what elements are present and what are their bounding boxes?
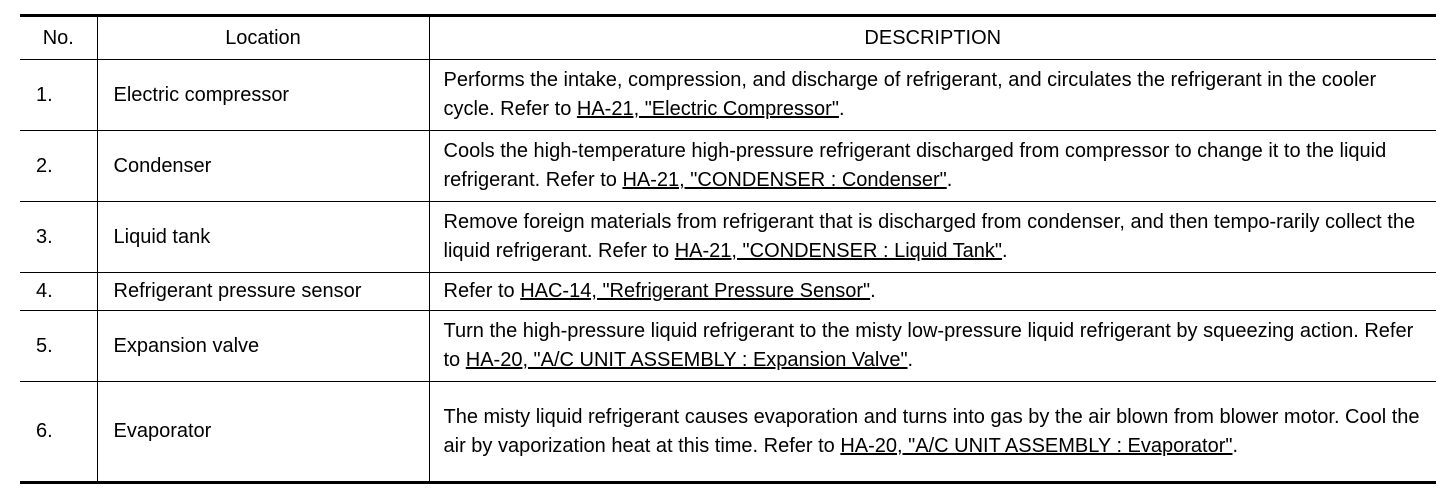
description-text: The misty liquid refrigerant causes evaporation and turns into gas by the air blown from blower motor. Cool the air by vaporization heat at this time. Refer to xyxy=(443,405,1420,457)
reference-link[interactable]: HA-20, "A/C UNIT ASSEMBLY : Evaporator" xyxy=(840,434,1233,457)
table-row xyxy=(20,60,1436,131)
table-row xyxy=(20,311,1436,382)
header-no: No. xyxy=(20,16,97,60)
row-number: 4. xyxy=(20,273,97,311)
description-text: Refer to xyxy=(443,280,521,302)
description-text: Remove foreign materials from refrigerant that is discharged from condenser, and then tempo-rarily collect the liquid refrigerant. Refer to xyxy=(443,211,1416,262)
description-tail: . xyxy=(838,98,845,120)
row-number: 2. xyxy=(20,131,97,202)
row-description xyxy=(429,273,1436,311)
row-location: Expansion valve xyxy=(97,311,429,382)
reference-link[interactable]: HA-21, "CONDENSER : Liquid Tank" xyxy=(674,240,1003,262)
table-row xyxy=(20,273,1436,311)
row-location: Electric compressor xyxy=(97,60,429,131)
reference-link[interactable]: HA-21, "Electric Compressor" xyxy=(576,98,839,120)
reference-link[interactable]: HA-20, "A/C UNIT ASSEMBLY : Expansion Valve" xyxy=(465,349,908,371)
description-tail: . xyxy=(1002,240,1008,262)
description-text: Cools the high-temperature high-pressure refrigerant discharged from compressor to change it to the liquid refrigerant. Refer to xyxy=(443,140,1387,191)
description-text: Performs the intake, compression, and discharge of refrigerant, and circulates the refrigerant in the cooler cycle. Refer to xyxy=(443,69,1377,120)
description-text: Turn the high-pressure liquid refrigerant to the misty low-pressure liquid refrigerant by squeezing action. Refer to xyxy=(443,320,1414,371)
reference-link[interactable]: HA-21, "CONDENSER : Condenser" xyxy=(622,169,947,191)
header-location: Location xyxy=(97,16,429,60)
component-table-container xyxy=(20,14,1436,484)
table-row xyxy=(20,202,1436,273)
header-description: DESCRIPTION xyxy=(429,16,1436,60)
row-description xyxy=(429,131,1436,202)
table-row xyxy=(20,131,1436,202)
reference-link[interactable]: HAC-14, "Refrigerant Pressure Sensor" xyxy=(520,280,871,302)
description-tail: . xyxy=(946,169,953,191)
table-row xyxy=(20,382,1436,483)
description-tail: . xyxy=(870,280,876,302)
component-description-table xyxy=(20,14,1436,484)
row-number: 6. xyxy=(20,382,97,483)
row-description xyxy=(429,311,1436,382)
row-location: Refrigerant pressure sensor xyxy=(97,273,429,311)
row-location: Evaporator xyxy=(97,382,429,483)
table-header-row xyxy=(20,16,1436,60)
row-description xyxy=(429,202,1436,273)
row-number: 3. xyxy=(20,202,97,273)
row-description xyxy=(429,382,1436,483)
description-tail: . xyxy=(1232,434,1239,457)
row-location: Liquid tank xyxy=(97,202,429,273)
row-number: 1. xyxy=(20,60,97,131)
row-location: Condenser xyxy=(97,131,429,202)
description-tail: . xyxy=(907,349,914,371)
row-number: 5. xyxy=(20,311,97,382)
row-description xyxy=(429,60,1436,131)
